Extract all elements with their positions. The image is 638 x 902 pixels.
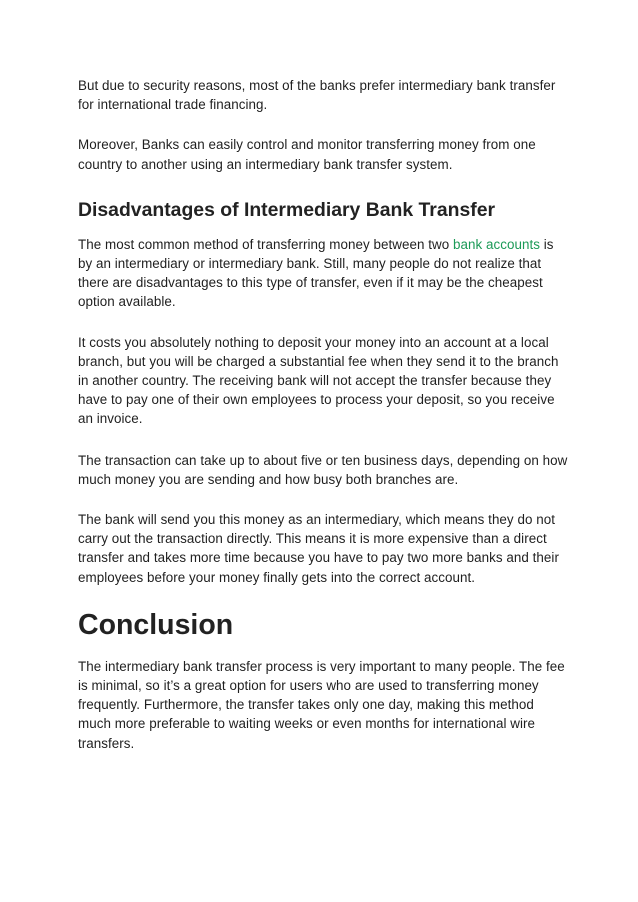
paragraph-security-reasons: But due to security reasons, most of the banks prefer intermediary bank transfer for international trade financing. bbox=[78, 78, 556, 113]
section-heading-conclusion: Conclusion bbox=[78, 608, 234, 641]
bank-accounts-link[interactable]: bank accounts bbox=[452, 236, 540, 252]
paragraph-deposit-fee: It costs you absolutely nothing to deposit your money into an account at a local branch, but you will be charged a substantial fee when they send it to the branch in another country. The receiving bank will not accept the transfer because they have to pay one of their own employees to process your deposit, so you receive an invoice. bbox=[78, 334, 559, 427]
document-page bbox=[78, 76, 568, 784]
paragraph-banks-control: Moreover, Banks can easily control and monitor transferring money from one country to another using an intermediary bank transfer system. bbox=[78, 137, 536, 172]
paragraph-transaction-time: The transaction can take up to about five or ten business days, depending on how much money you are sending and how busy both branches are. bbox=[78, 452, 568, 487]
paragraph-intermediary-cost: The bank will send you this money as an intermediary, which means they do not carry out the transaction directly. This means it is more expensive than a direct transfer and takes more time because you have to pay two more banks and their employees before your money finally gets into the correct account. bbox=[78, 512, 559, 585]
paragraph-conclusion: The intermediary bank transfer process is very important to many people. The fee is minimal, so it’s a great option for users who are used to transferring money frequently. Furthermore, the transfer takes only one day, making this method much more preferable to waiting weeks or even months for international wire transfers. bbox=[78, 658, 565, 751]
paragraph-text-after-link: is by an intermediary or intermediary bank. Still, many people do not realize that there are disadvantages to this type of transfer, even if it may be the cheapest option available. bbox=[78, 236, 554, 310]
section-heading-disadvantages: Disadvantages of Intermediary Bank Transfer bbox=[78, 198, 496, 221]
paragraph-text-before-link: The most common method of transferring money between two bbox=[78, 236, 453, 252]
paragraph-common-method bbox=[78, 235, 568, 312]
